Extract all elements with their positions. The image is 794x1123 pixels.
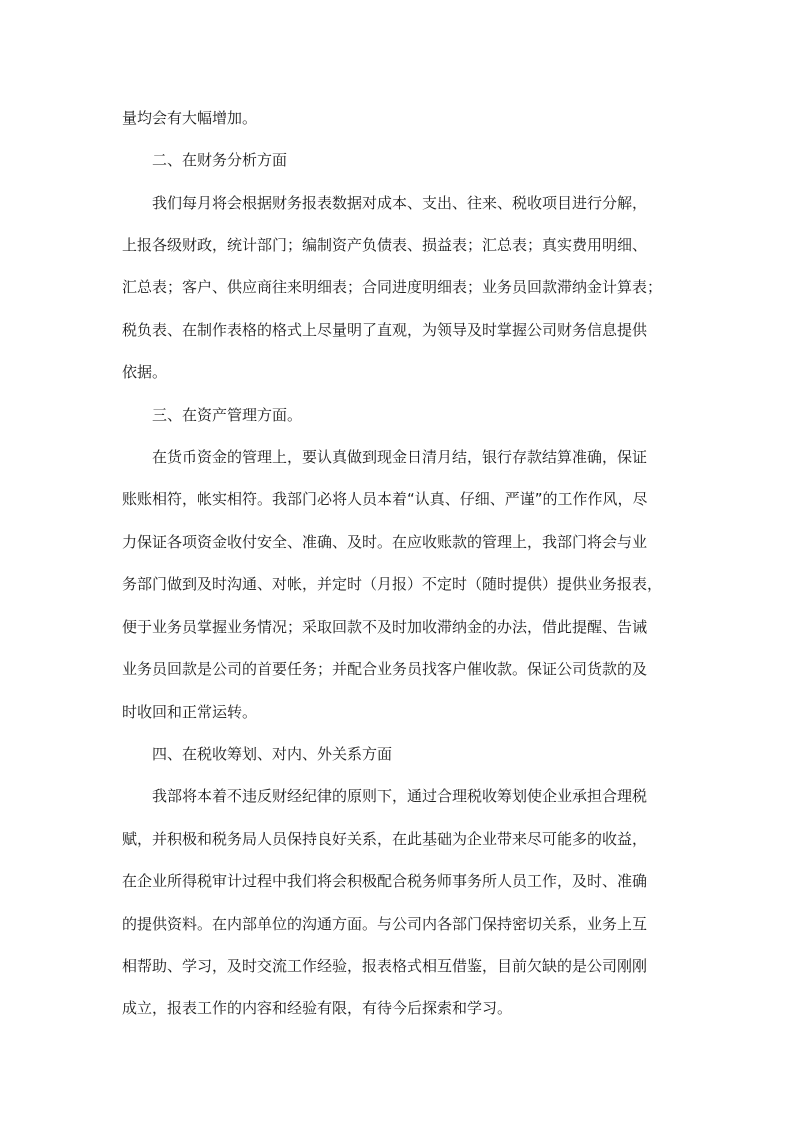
paragraph-line: 时收回和正常运转。 — [122, 703, 258, 721]
paragraph-line: 相帮助、学习，及时交流工作经验，报表格式相互借鉴，目前欠缺的是公司刚刚 — [122, 957, 648, 975]
section-heading: 三、在资产管理方面。 — [152, 406, 303, 424]
section-heading: 四、在税收筹划、对内、外关系方面 — [152, 745, 393, 763]
paragraph-line: 量均会有大幅增加。 — [122, 109, 258, 127]
paragraph-line: 我们每月将会根据财务报表数据对成本、支出、往来、税收项目进行分解， — [152, 194, 648, 212]
paragraph-line: 账账相符，帐实相符。我部门必将人员本着“认真、仔细、严谨”的工作作风，尽 — [122, 490, 648, 508]
paragraph-line: 依据。 — [122, 363, 168, 381]
paragraph-line: 赋，并积极和税务局人员保持良好关系，在此基础为企业带来尽可能多的收益， — [122, 830, 648, 848]
paragraph-line: 汇总表；客户、供应商往来明细表；合同进度明细表；业务员回款滞纳金计算表； — [122, 278, 663, 296]
section-heading: 二、在财务分析方面 — [152, 151, 288, 169]
paragraph-line: 我部将本着不违反财经纪律的原则下，通过合理税收筹划使企业承担合理税 — [152, 787, 648, 805]
paragraph-line: 的提供资料。在内部单位的沟通方面。与公司内各部门保持密切关系，业务上互 — [122, 915, 648, 933]
paragraph-line: 税负表、在制作表格的格式上尽量明了直观，为领导及时掌握公司财务信息提供 — [122, 321, 648, 339]
paragraph-line: 成立，报表工作的内容和经验有限，有待今后探索和学习。 — [122, 999, 513, 1017]
paragraph-line: 力保证各项资金收付安全、准确、及时。在应收账款的管理上，我部门将会与业 — [122, 533, 648, 551]
paragraph-line: 在货币资金的管理上，要认真做到现金日清月结，银行存款结算准确，保证 — [152, 448, 648, 466]
paragraph-line: 务部门做到及时沟通、对帐，并定时（月报）不定时（随时提供）提供业务报表， — [122, 575, 663, 593]
paragraph-line: 业务员回款是公司的首要任务；并配合业务员找客户催收款。保证公司货款的及 — [122, 660, 648, 678]
paragraph-line: 便于业务员掌握业务情况；采取回款不及时加收滞纳金的办法，借此提醒、告诫 — [122, 618, 648, 636]
paragraph-line: 上报各级财政，统计部门；编制资产负债表、损益表；汇总表；真实费用明细、 — [122, 236, 648, 254]
paragraph-line: 在企业所得税审计过程中我们将会积极配合税务师事务所人员工作，及时、准确 — [122, 872, 648, 890]
